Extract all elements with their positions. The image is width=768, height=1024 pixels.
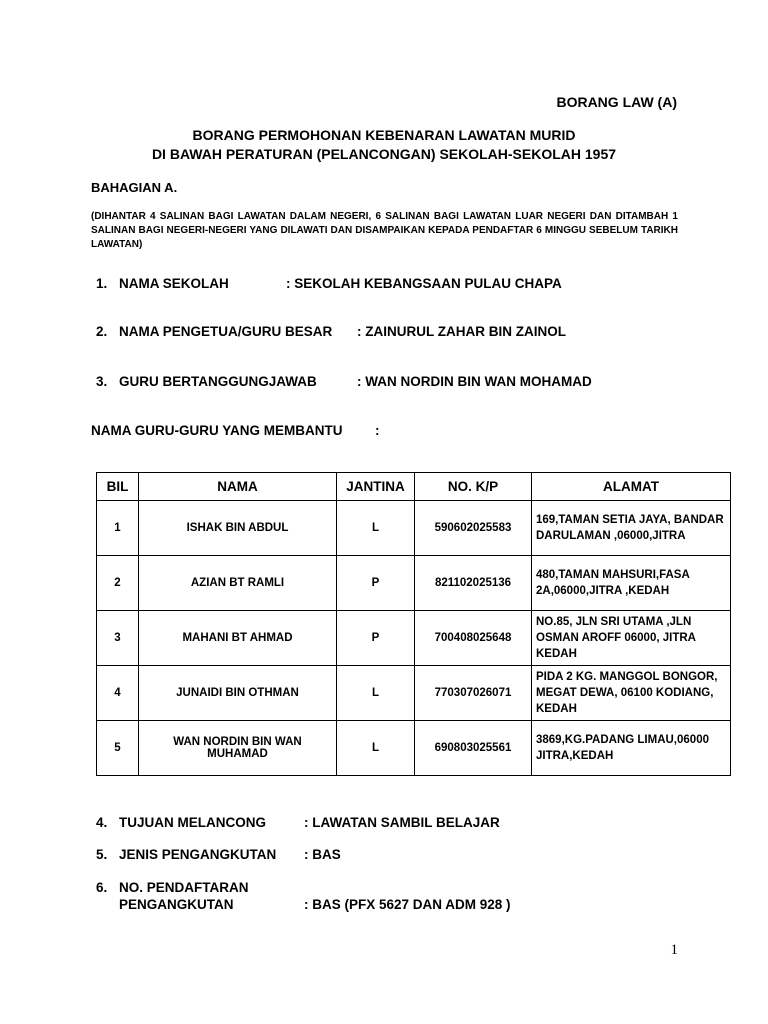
helpers-table bbox=[96, 472, 731, 776]
cell-jantina: P bbox=[337, 556, 415, 611]
page-number: 1 bbox=[670, 942, 678, 958]
cell-nama: JUNAIDI BIN OTHMAN bbox=[139, 666, 337, 721]
item-number: 3. bbox=[96, 374, 108, 389]
item-number: 1. bbox=[96, 276, 108, 291]
form-title-line1: BORANG PERMOHONAN KEBENARAN LAWATAN MURID bbox=[192, 127, 576, 143]
item-label: JENIS PENGANGKUTAN bbox=[119, 847, 277, 862]
cell-kp: 590602025583 bbox=[415, 501, 532, 556]
table-row bbox=[97, 501, 731, 556]
cell-nama: MAHANI BT AHMAD bbox=[139, 611, 337, 666]
cell-bil: 2 bbox=[97, 556, 139, 611]
item-number: 2. bbox=[96, 324, 108, 339]
cell-nama: WAN NORDIN BIN WAN MUHAMAD bbox=[139, 721, 337, 776]
item-vehicle-registration bbox=[0, 880, 768, 920]
header-nama: NAMA bbox=[139, 473, 337, 501]
item-value: : ZAINURUL ZAHAR BIN ZAINOL bbox=[357, 324, 566, 339]
form-title-line2: DI BAWAH PERATURAN (PELANCONGAN) SEKOLAH-SEKOLAH 1957 bbox=[151, 146, 617, 162]
cell-jantina: L bbox=[337, 666, 415, 721]
header-bil: BIL bbox=[97, 473, 139, 501]
cell-jantina: P bbox=[337, 611, 415, 666]
cell-alamat: PIDA 2 KG. MANGGOL BONGOR, MEGAT DEWA, 06100 KODIANG, KEDAH bbox=[532, 666, 731, 721]
item-label: NAMA SEKOLAH bbox=[119, 276, 229, 291]
cell-jantina: L bbox=[337, 721, 415, 776]
item-label: GURU BERTANGGUNGJAWAB bbox=[119, 374, 317, 389]
item-label-cont: PENGANGKUTAN bbox=[119, 897, 234, 912]
item-number: 5. bbox=[96, 847, 108, 862]
cell-jantina: L bbox=[337, 501, 415, 556]
item-value: : WAN NORDIN BIN WAN MOHAMAD bbox=[357, 374, 592, 389]
item-number: 6. bbox=[96, 880, 108, 895]
cell-alamat: 169,TAMAN SETIA JAYA, BANDAR DARULAMAN ,06000,JITRA bbox=[532, 501, 731, 556]
section-note: (DIHANTAR 4 SALINAN BAGI LAWATAN DALAM NEGERI, 6 SALINAN BAGI LAWATAN LUAR NEGERI DAN DITAMBAH 1 SALINAN BAGI NEGERI-NEGERI YANG DILAWATI DAN DISAMPAIKAN KEPADA PENDAFTAR 6 MINGGU SEBELUM TARIKH LAWATAN) bbox=[91, 211, 678, 250]
cell-bil: 4 bbox=[97, 666, 139, 721]
cell-kp: 690803025561 bbox=[415, 721, 532, 776]
item-value: : BAS bbox=[304, 847, 341, 862]
cell-alamat: 3869,KG.PADANG LIMAU,06000 JITRA,KEDAH bbox=[532, 721, 731, 776]
table-row bbox=[97, 666, 731, 721]
cell-kp: 770307026071 bbox=[415, 666, 532, 721]
table-row bbox=[97, 721, 731, 776]
cell-nama: ISHAK BIN ABDUL bbox=[139, 501, 337, 556]
cell-kp: 700408025648 bbox=[415, 611, 532, 666]
header-alamat: ALAMAT bbox=[532, 473, 731, 501]
item-label: NO. PENDAFTARAN bbox=[119, 880, 249, 895]
cell-bil: 5 bbox=[97, 721, 139, 776]
cell-bil: 3 bbox=[97, 611, 139, 666]
table-header-row bbox=[97, 473, 731, 501]
header-jantina: JANTINA bbox=[337, 473, 415, 501]
item-label: TUJUAN MELANCONG bbox=[119, 815, 266, 830]
cell-alamat: NO.85, JLN SRI UTAMA ,JLN OSMAN AROFF 06000, JITRA KEDAH bbox=[532, 611, 731, 666]
item-value: : LAWATAN SAMBIL BELAJAR bbox=[304, 815, 500, 830]
table-row bbox=[97, 556, 731, 611]
cell-kp: 821102025136 bbox=[415, 556, 532, 611]
item-value: : BAS (PFX 5627 DAN ADM 928 ) bbox=[304, 897, 511, 912]
section-label: BAHAGIAN A. bbox=[91, 180, 178, 195]
cell-bil: 1 bbox=[97, 501, 139, 556]
cell-alamat: 480,TAMAN MAHSURI,FASA 2A,06000,JITRA ,KEDAH bbox=[532, 556, 731, 611]
table-row bbox=[97, 611, 731, 666]
header-kp: NO. K/P bbox=[415, 473, 532, 501]
item-number: 4. bbox=[96, 815, 108, 830]
cell-nama: AZIAN BT RAMLI bbox=[139, 556, 337, 611]
item-label: NAMA PENGETUA/GURU BESAR bbox=[119, 324, 333, 339]
helpers-colon: : bbox=[375, 423, 380, 438]
form-code: BORANG LAW (A) bbox=[556, 94, 677, 110]
helpers-label: NAMA GURU-GURU YANG MEMBANTU bbox=[91, 423, 343, 438]
item-value: : SEKOLAH KEBANGSAAN PULAU CHAPA bbox=[286, 276, 562, 291]
